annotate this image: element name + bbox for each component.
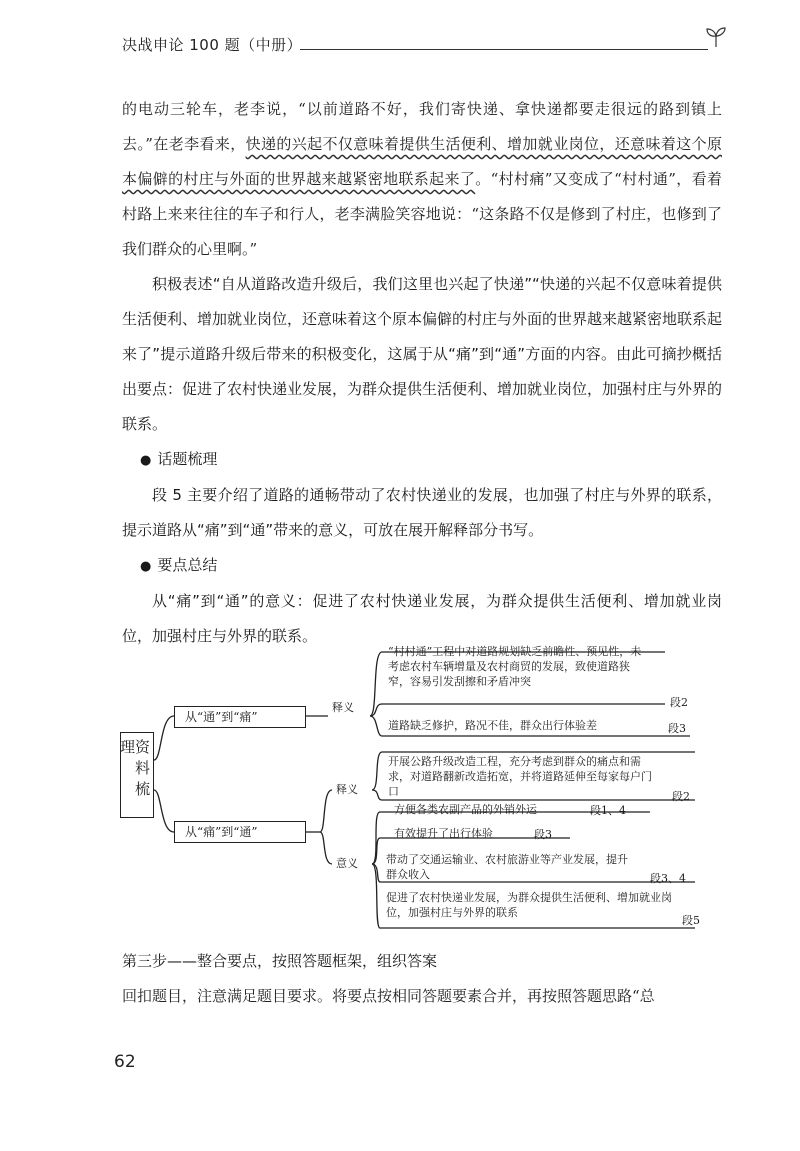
root-node: 资料梳理 xyxy=(120,732,154,818)
summary-paragraph: 从“痛”到“通”的意义：促进了农村快递业发展，为群众提供生活便利、增加就业岗位，加强村庄与外界的联系。 xyxy=(122,592,722,645)
section-heading-summary: ● 要点总结 xyxy=(122,548,722,584)
note-express-delivery: 促进了农村快递业发展，为群众提供生活便利、增加就业岗位，加强村庄与外界的联系 xyxy=(386,891,672,919)
sprout-icon xyxy=(704,26,728,48)
label-explanation-top: 释义 xyxy=(332,701,354,714)
running-header: 决战申论 100 题（中册） xyxy=(122,36,303,54)
step-three-paragraph: 回扣题目，注意满足题目要求。将要点按相同答题要素合并，再按照答题思路“总 xyxy=(122,987,655,1005)
note-industry-income: 带动了交通运输业、农村旅游业等产业发展，提升群众收入 xyxy=(386,853,628,881)
label-meaning: 意义 xyxy=(336,857,358,870)
branch-pain-to-tong: 从“痛”到“通” xyxy=(174,821,306,843)
section-heading-topic: ● 话题梳理 xyxy=(122,442,722,478)
ref-duan5: 段5 xyxy=(682,914,700,927)
page-number: 62 xyxy=(114,1052,136,1072)
analysis-block xyxy=(122,267,722,654)
ref-duan2-b: 段2 xyxy=(672,790,690,803)
note-poor-maintenance: 道路缺乏修护，路况不佳，群众出行体验差 xyxy=(388,719,597,732)
mind-map-diagram xyxy=(110,642,710,934)
ref-duan3-a: 段3 xyxy=(668,722,686,735)
quote-text-end: 。“村村痛”又变成了“村村通”，看着村路上来来往往的车子和行人，老李满脸笑容地说：“这条路不仅是修到了村庄，也修到了我们群众的心里啊。” xyxy=(122,170,722,258)
ref-duan1-4: 段1、4 xyxy=(590,804,626,817)
ref-duan2-a: 段2 xyxy=(670,696,688,709)
step-three-heading: 第三步——整合要点，按照答题框架，组织答案 xyxy=(122,952,438,970)
label-explanation-mid: 释义 xyxy=(336,783,358,796)
header-rule xyxy=(300,49,708,50)
note-farm-product-transport: 方便各类农副产品的外销外运 xyxy=(394,803,537,816)
quoted-paragraph-block xyxy=(122,92,722,267)
note-travel-experience: 有效提升了出行体验 xyxy=(394,827,493,840)
wavy-underlined-text: 快递的兴起不仅意味着提供生活便利、增加就业岗位，还意味着这个原本偏僻的村庄与外面的世界越来越紧密地联系起来了 xyxy=(122,135,722,188)
ref-duan3-b: 段3 xyxy=(534,828,552,841)
note-planning-lacks-foresight: “村村通”工程中对道路规划缺乏前瞻性、预见性，未考虑农村车辆增量及农村商贸的发展，致使道路狭窄，容易引发刮擦和矛盾冲突 xyxy=(388,645,642,688)
ref-duan3-4: 段3、4 xyxy=(650,872,686,885)
topic-paragraph: 段 5 主要介绍了道路的通畅带动了农村快递业的发展，也加强了村庄与外界的联系，提示道路从“痛”到“通”带来的意义，可放在展开解释部分书写。 xyxy=(122,486,722,539)
quoted-paragraph xyxy=(122,92,722,267)
note-road-upgrade: 开展公路升级改造工程，充分考虑到群众的痛点和需求，对道路翻新改造拓宽，并将道路延伸至每家每户门口 xyxy=(388,755,652,798)
analysis-paragraph: 积极表述“自从道路改造升级后，我们这里也兴起了快递”“快递的兴起不仅意味着提供生活便利、增加就业岗位，还意味着这个原本偏僻的村庄与外面的世界越来越紧密地联系起来了”提示道路升级后带来的积极变化，这属于从“痛”到“通”方面的内容。由此可摘抄概括出要点：促进了农村快递业发展，为群众提供生活便利、增加就业岗位，加强村庄与外界的联系。 xyxy=(122,275,723,433)
branch-tong-to-tong-pain: 从“通”到“痛” xyxy=(174,706,306,728)
quote-text-start: 的电动三轮车，老李说，“以前道路不好，我们寄快递、拿快递都要走很远的路到镇上去。”在老李看来， xyxy=(122,100,722,153)
step-three-block xyxy=(122,944,722,1014)
